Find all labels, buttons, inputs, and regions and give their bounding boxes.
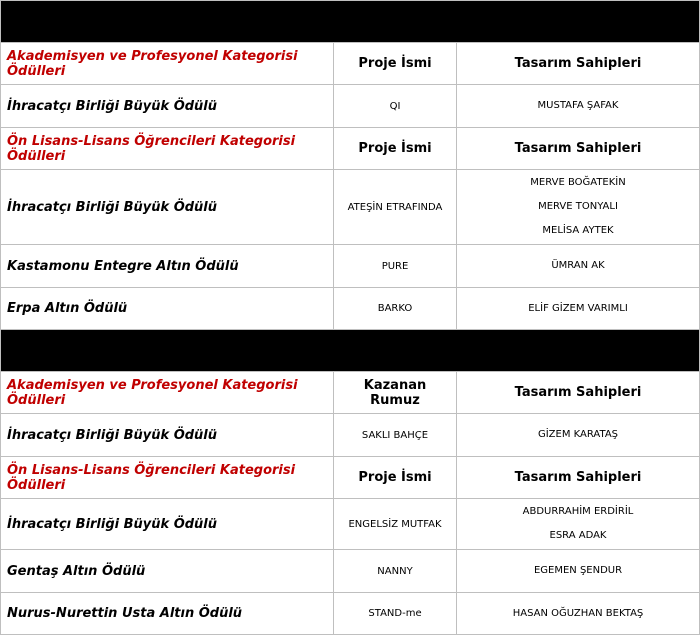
column-header-project: Proje İsmi <box>334 43 457 85</box>
designer-name: MERVE TONYALI <box>538 201 618 212</box>
designer-name: ABDURRAHİM ERDİRİL <box>522 506 634 517</box>
section-title: AKILLI MOBİLYALAR TASARIM ÖDÜLLERİ <box>1 330 700 372</box>
award-row <box>1 288 700 330</box>
section-title: MUTFAK VE BANYO MOBİLYALARI TASARIM ÖDÜLLERİ <box>1 1 700 43</box>
column-header-project: Proje İsmi <box>334 128 457 170</box>
designers-cell <box>457 170 700 245</box>
category-header-row <box>1 457 700 499</box>
category-heading: Akademisyen ve Profesyonel Kategorisi Ödülleri <box>1 372 334 414</box>
project-name: SAKLI BAHÇE <box>334 414 457 457</box>
category-header-row <box>1 128 700 170</box>
designers-cell <box>457 85 700 128</box>
designer-name: GİZEM KARATAŞ <box>537 429 619 440</box>
designer-name: MELİSA AYTEK <box>542 225 614 236</box>
category-header-row <box>1 43 700 85</box>
category-heading: Ön Lisans-Lisans Öğrencileri Kategorisi Ödülleri <box>1 457 334 499</box>
designer-name: MUSTAFA ŞAFAK <box>537 100 619 111</box>
award-row <box>1 414 700 457</box>
column-header-designers: Tasarım Sahipleri <box>457 43 700 85</box>
award-row <box>1 245 700 288</box>
section-title-row <box>1 330 700 372</box>
award-name: İhracatçı Birliği Büyük Ödülü <box>1 170 334 245</box>
designer-name: HASAN OĞUZHAN BEKTAŞ <box>512 607 644 619</box>
award-name: Kastamonu Entegre Altın Ödülü <box>1 245 334 288</box>
designers-cell <box>457 550 700 593</box>
award-name: İhracatçı Birliği Büyük Ödülü <box>1 414 334 457</box>
designers-cell <box>457 245 700 288</box>
award-name: İhracatçı Birliği Büyük Ödülü <box>1 499 334 550</box>
designers-cell <box>457 593 700 635</box>
award-row <box>1 593 700 635</box>
designers-cell <box>457 499 700 550</box>
designers-cell <box>457 414 700 457</box>
award-name: Gentaş Altın Ödülü <box>1 550 334 593</box>
category-heading: Akademisyen ve Profesyonel Kategorisi Ödülleri <box>1 43 334 85</box>
project-name: ATEŞİN ETRAFINDA <box>334 170 457 245</box>
project-name: NANNY <box>334 550 457 593</box>
project-name: STAND-me <box>334 593 457 635</box>
award-row <box>1 550 700 593</box>
award-name: Nurus-Nurettin Usta Altın Ödülü <box>1 593 334 635</box>
column-header-project: Proje İsmi <box>334 457 457 499</box>
designer-name: EGEMEN ŞENDUR <box>533 565 623 576</box>
designer-name: ÜMRAN AK <box>551 260 605 271</box>
project-name: BARKO <box>334 288 457 330</box>
category-heading: Ön Lisans-Lisans Öğrencileri Kategorisi Ödülleri <box>1 128 334 170</box>
award-name: İhracatçı Birliği Büyük Ödülü <box>1 85 334 128</box>
project-name: ENGELSİZ MUTFAK <box>334 499 457 550</box>
designer-name: ESRA ADAK <box>549 530 607 541</box>
column-header-project: Kazanan Rumuz <box>334 372 457 414</box>
section-title-row <box>1 1 700 43</box>
designers-cell <box>457 288 700 330</box>
award-row <box>1 170 700 245</box>
designer-name: MERVE BOĞATEKİN <box>530 177 626 188</box>
award-row <box>1 85 700 128</box>
award-row <box>1 499 700 550</box>
award-name: Erpa Altın Ödülü <box>1 288 334 330</box>
column-header-designers: Tasarım Sahipleri <box>457 128 700 170</box>
column-header-designers: Tasarım Sahipleri <box>457 457 700 499</box>
project-name: QI <box>334 85 457 128</box>
column-header-designers: Tasarım Sahipleri <box>457 372 700 414</box>
designer-name: ELİF GİZEM VARIMLI <box>528 302 628 314</box>
project-name: PURE <box>334 245 457 288</box>
category-header-row <box>1 372 700 414</box>
